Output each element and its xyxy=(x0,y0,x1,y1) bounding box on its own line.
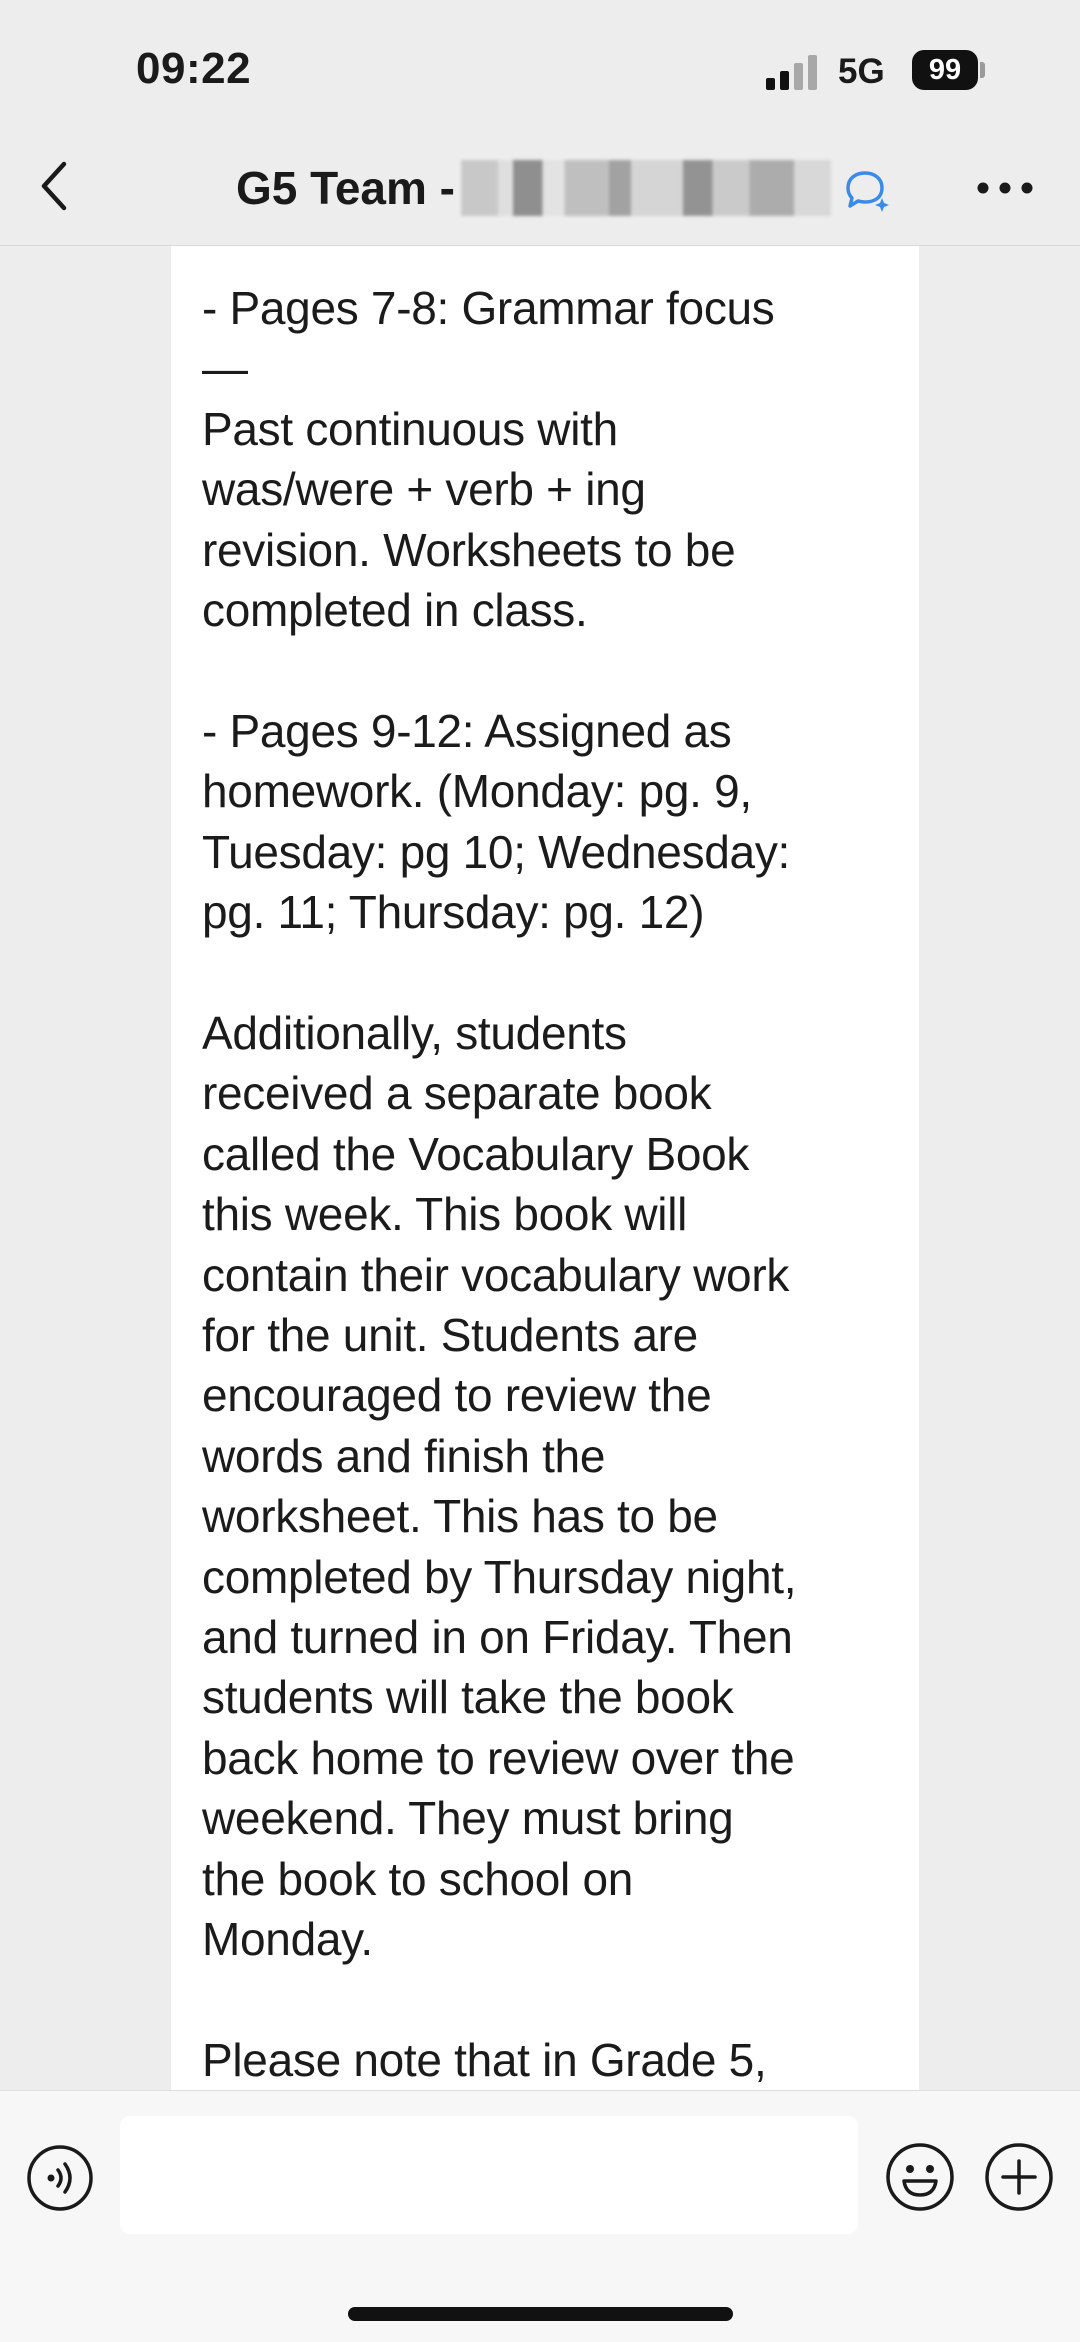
message-text: - Pages 7-8: Grammar focus — Past continuous with was/were + verb + ing revision. Worksheets to be completed in class. - Pages 9-12: Assigned as homework. (Monday: pg. 9, Tuesday: pg 10; Wednesday: pg. 11; Thursday: pg. 12) Additionally, students received a separate book called the Vocabulary Book this week. This book will contain their vocabulary work for the unit. Students are encouraged to review the words and finish the worksheet. This has to be completed by Thursday night, and turned in on Friday. Then students will take the book back home to review over the weekend. They must bring the book to school on Monday. Please note that in Grade 5, xyxy=(202,282,797,2086)
chat-title-area[interactable] xyxy=(236,158,831,218)
message-list[interactable] xyxy=(0,246,1080,2090)
chevron-left-icon xyxy=(28,156,88,216)
chat-title: G5 Team - xyxy=(236,162,455,214)
signal-strength-icon xyxy=(766,54,822,90)
emoji-icon xyxy=(884,2141,956,2213)
more-options-button[interactable] xyxy=(972,170,1038,206)
message-bubble[interactable] xyxy=(171,246,919,2090)
input-bar xyxy=(0,2090,1080,2342)
battery-icon: 99 xyxy=(912,50,978,90)
battery-tip xyxy=(980,62,985,78)
plus-icon xyxy=(983,2141,1055,2213)
message-input[interactable] xyxy=(120,2116,858,2234)
status-bar xyxy=(0,0,1080,130)
status-time: 09:22 xyxy=(136,44,252,93)
voice-icon xyxy=(26,2144,94,2212)
redacted-title-name xyxy=(461,160,831,216)
chat-bubble-sparkle-icon xyxy=(842,170,892,214)
emoji-button[interactable] xyxy=(884,2141,956,2213)
voice-input-button[interactable] xyxy=(26,2144,94,2212)
more-dots-icon xyxy=(972,170,1038,206)
more-actions-button[interactable] xyxy=(983,2141,1055,2213)
back-button[interactable] xyxy=(28,156,88,216)
home-indicator[interactable] xyxy=(348,2307,733,2321)
network-type: 5G xyxy=(838,52,885,91)
ai-chat-button[interactable] xyxy=(842,170,892,214)
chat-header xyxy=(0,130,1080,246)
